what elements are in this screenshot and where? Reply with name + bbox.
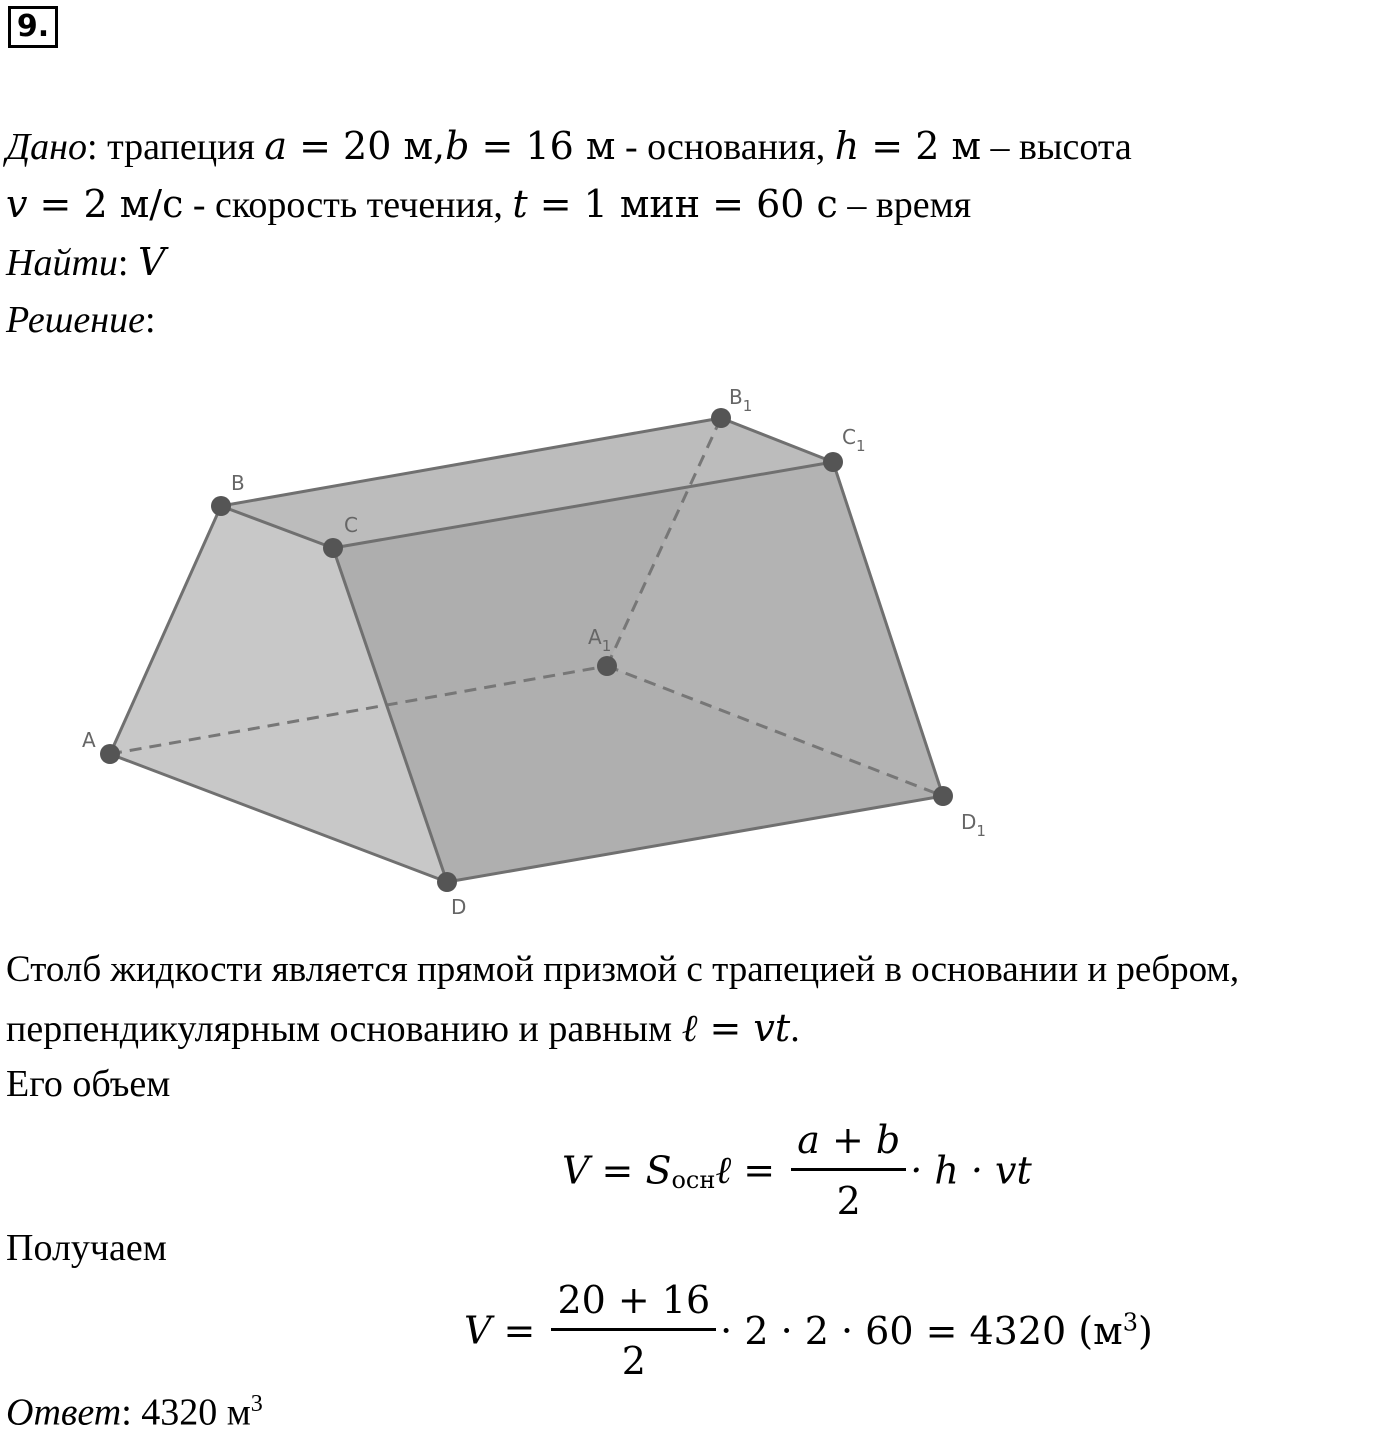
formula-volume xyxy=(562,1118,1032,1223)
formula2-lhs: V = xyxy=(464,1308,548,1353)
label-C: C xyxy=(344,513,358,537)
answer-colon: : xyxy=(121,1391,142,1434)
given-line2-run: v xyxy=(6,182,28,226)
vertex-C xyxy=(323,538,343,558)
formula1-denominator: 2 xyxy=(836,1179,861,1223)
find-label: Найти xyxy=(6,242,118,284)
find-value: V xyxy=(137,240,166,284)
vertex-A xyxy=(100,744,120,764)
given-line1-run: трапеция xyxy=(97,126,265,168)
given-line2-run: – время xyxy=(837,184,972,226)
vertex-D1 xyxy=(933,786,953,806)
given-line1-run: = 16 м xyxy=(469,124,616,168)
given-label: Дано xyxy=(6,126,88,168)
label-D1: $D_1$ xyxy=(961,810,986,840)
answer-sup: 3 xyxy=(250,1391,263,1417)
paragraph-1: Столб жидкости является прямой призмой с трапецией в основании и ребром, xyxy=(6,949,1240,990)
paragraph-4: Получаем xyxy=(6,1227,167,1269)
given-line1-run: h xyxy=(834,124,860,168)
paragraph-2-end: . xyxy=(790,1008,800,1050)
given-line1-run: = 2 м xyxy=(859,124,982,168)
given-line1-run: – высота xyxy=(981,126,1132,168)
solution-colon: : xyxy=(144,299,156,341)
given-line1-run: = 20 м, xyxy=(287,124,446,168)
given-line1-run: - основания, xyxy=(615,126,835,168)
given-line2-run: - скорость течения, xyxy=(183,184,513,226)
paragraph-2-text: перпендикулярным основанию и равным xyxy=(6,1008,682,1050)
formula2-sup: 3 xyxy=(1122,1308,1138,1337)
label-A1: $A_1$ xyxy=(588,625,612,655)
vertex-B xyxy=(211,496,231,516)
label-A: A xyxy=(82,728,96,752)
answer-value: 4320 м xyxy=(141,1391,251,1434)
paragraph-2 xyxy=(6,1006,800,1051)
label-C1: $C_1$ xyxy=(842,425,866,455)
answer-line xyxy=(6,1382,263,1435)
formula1-fraction xyxy=(791,1118,906,1223)
vertex-B1 xyxy=(711,408,731,428)
answer-label: Ответ xyxy=(6,1391,122,1434)
given-line2-run: t xyxy=(512,182,528,226)
formula2-fraction xyxy=(551,1278,716,1383)
label-B: B xyxy=(231,471,245,495)
formula1-lhs: V = S xyxy=(562,1148,672,1193)
given-colon: : xyxy=(87,126,98,168)
paragraph-3: Его объем xyxy=(6,1063,171,1105)
problem-number: 9. xyxy=(8,6,58,48)
formula1-rhs: · h · vt xyxy=(910,1148,1032,1193)
formula1-mid: ℓ = xyxy=(715,1148,788,1192)
formula1-sub: осн xyxy=(671,1165,716,1194)
solution-label: Решение xyxy=(6,299,145,341)
vertex-D xyxy=(437,872,457,892)
given-line2-run: = 1 мин = 60 с xyxy=(527,182,838,226)
find-colon: : xyxy=(117,242,138,284)
given-line1-run: b xyxy=(445,124,470,168)
label-B1: $B_1$ xyxy=(729,385,753,415)
formula1-numerator: a + b xyxy=(791,1118,906,1171)
vertex-C1 xyxy=(823,452,843,472)
formula-result xyxy=(464,1278,1153,1383)
given-line1-run: a xyxy=(264,124,288,168)
formula2-numerator: 20 + 16 xyxy=(551,1278,716,1331)
formula2-rhs: · 2 · 2 · 60 = 4320 $(м^3)$ xyxy=(720,1308,1153,1353)
given-line2-run: = 2 м/с xyxy=(27,182,184,226)
label-D: D xyxy=(451,895,467,919)
vertex-A1 xyxy=(597,656,617,676)
paragraph-2-math: ℓ = vt xyxy=(681,1006,791,1050)
formula2-denominator: 2 xyxy=(621,1339,646,1383)
